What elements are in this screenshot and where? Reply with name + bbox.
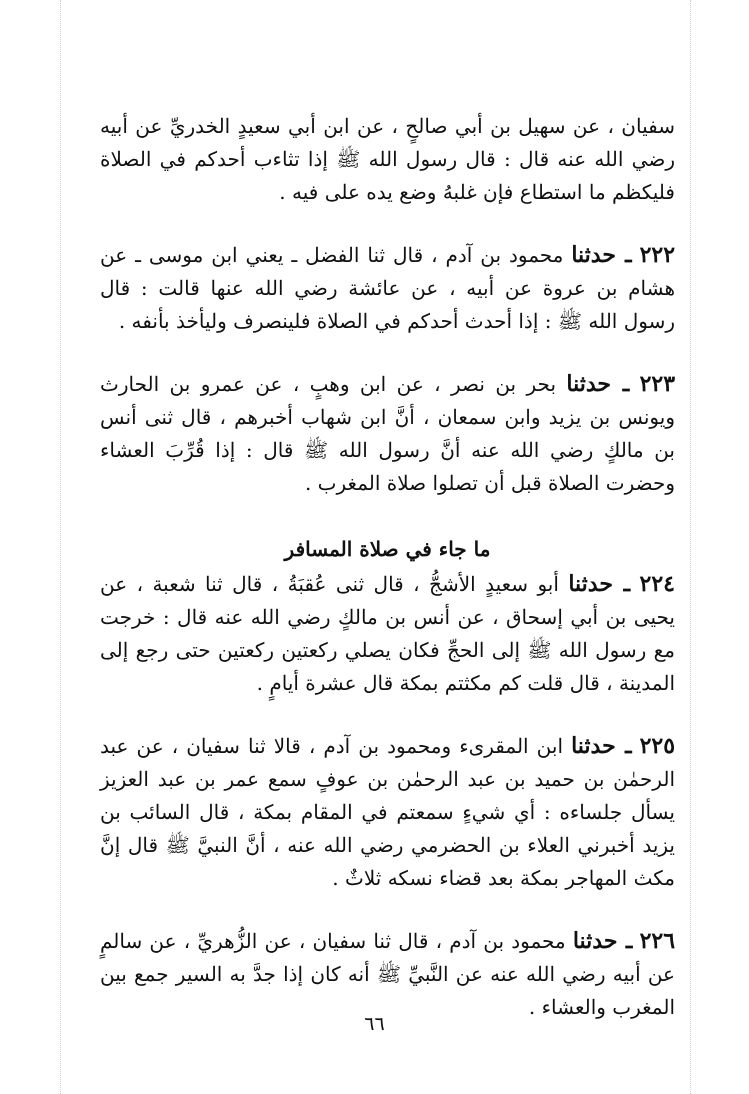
dash-separator: ـ bbox=[612, 571, 631, 597]
paragraph-text: محمود بن آدم ، قال ثنا سفيان ، عن الزُّهريِّ ، عن سالمٍ عن أبيه رضي الله عنه عن النَّبيِّ ﷺ أنه كان إذا جدَّ به السير جمع بين المغرب والعشاء . bbox=[100, 929, 675, 1019]
margin-guide-right bbox=[690, 0, 691, 1094]
hadith-223 bbox=[100, 368, 675, 500]
hadith-222 bbox=[100, 239, 675, 338]
hadith-number: ٢٢٤ bbox=[639, 571, 675, 597]
dash-separator: ـ bbox=[611, 371, 630, 397]
dash-separator: ـ bbox=[617, 928, 633, 954]
hadith-opening-word: حدثنا bbox=[566, 371, 612, 397]
hadith-224 bbox=[100, 568, 675, 700]
margin-guide-left bbox=[60, 0, 61, 1094]
paragraph-text: سفيان ، عن سهيل بن أبي صالحٍ ، عن ابن أبي سعيدٍ الخدريِّ عن أبيه رضي الله عنه قال : قال رسول الله ﷺ إذا تثاءب أحدكم في الصلاة فليكظم ما استطاع فإن غلبهُ وضع يده على فيه . bbox=[100, 114, 675, 204]
page-number: ٦٦ bbox=[364, 1013, 385, 1035]
hadith-number: ٢٢٣ bbox=[639, 371, 676, 397]
hadith-opening-word: حدثنا bbox=[568, 571, 613, 597]
paragraph-text: أبو سعيدٍ الأشجُّ ، قال ثنى عُقبَةُ ، قال ثنا شعبة ، عن يحيى بن أبي إسحاق ، عن أنس بن مالكٍ رضي الله عنه قال : خرجت مع رسول الله ﷺ إلى الحجِّ فكان يصلي ركعتين ركعتين حتى رجع إلى المدينة ، قال قلت كم مكثتم بمكة قال عشرة أيامٍ . bbox=[100, 572, 675, 695]
paragraph-continuation bbox=[100, 110, 675, 209]
hadith-opening-word: حدثنا bbox=[571, 733, 616, 759]
paragraph-text: محمود بن آدم ، قال ثنا الفضل ـ يعني ابن موسى ـ عن هشام بن عروة عن أبيه ، عن عائشة رضي الله عنها قالت : قال رسول الله ﷺ : إذا أحدث أحدكم في الصلاة فلينصرف وليأخذ بأنفه . bbox=[100, 243, 675, 333]
hadith-number: ٢٢٦ bbox=[639, 928, 676, 954]
page-text bbox=[100, 110, 675, 1024]
section-heading: ما جاء في صلاة المسافر bbox=[284, 537, 491, 561]
dash-separator: ـ bbox=[615, 242, 632, 268]
hadith-225 bbox=[100, 730, 675, 895]
hadith-number: ٢٢٢ bbox=[639, 242, 676, 268]
paragraph-text: ابن المقرىء ومحمود بن آدم ، قالا ثنا سفيان ، عن عبد الرحمٰن بن حميد بن عبد الرحمٰن بن عوفٍ سمع عمر بن عبد العزيز يسأل جلساءه : أي شيءٍ سمعتم في المقام بمكة ، قال السائب بن يزيد أخبرني العلاء بن الحضرمي رضي الله عنه ، أنَّ النبيَّ ﷺ قال إنَّ مكث المهاجر بمكة بعد قضاء نسكه ثلاثٌ . bbox=[100, 734, 675, 890]
hadith-opening-word: حدثنا bbox=[572, 928, 618, 954]
hadith-number: ٢٢٥ bbox=[639, 733, 676, 759]
dash-separator: ـ bbox=[615, 733, 632, 759]
paragraph-text: بحر بن نصر ، عن ابن وهبٍ ، عن عمرو بن الحارث ويونس بن يزيد وابن سمعان ، أنَّ ابن شهاب أخبرهم ، قال ثنى أنس بن مالكٍ رضي الله عنه أنَّ رسول الله ﷺ قال : إذا قُرِّبَ العشاء وحضرت الصلاة قبل أن تصلوا صلاة المغرب . bbox=[100, 372, 675, 495]
hadith-opening-word: حدثنا bbox=[571, 242, 616, 268]
hadith-226 bbox=[100, 925, 675, 1024]
